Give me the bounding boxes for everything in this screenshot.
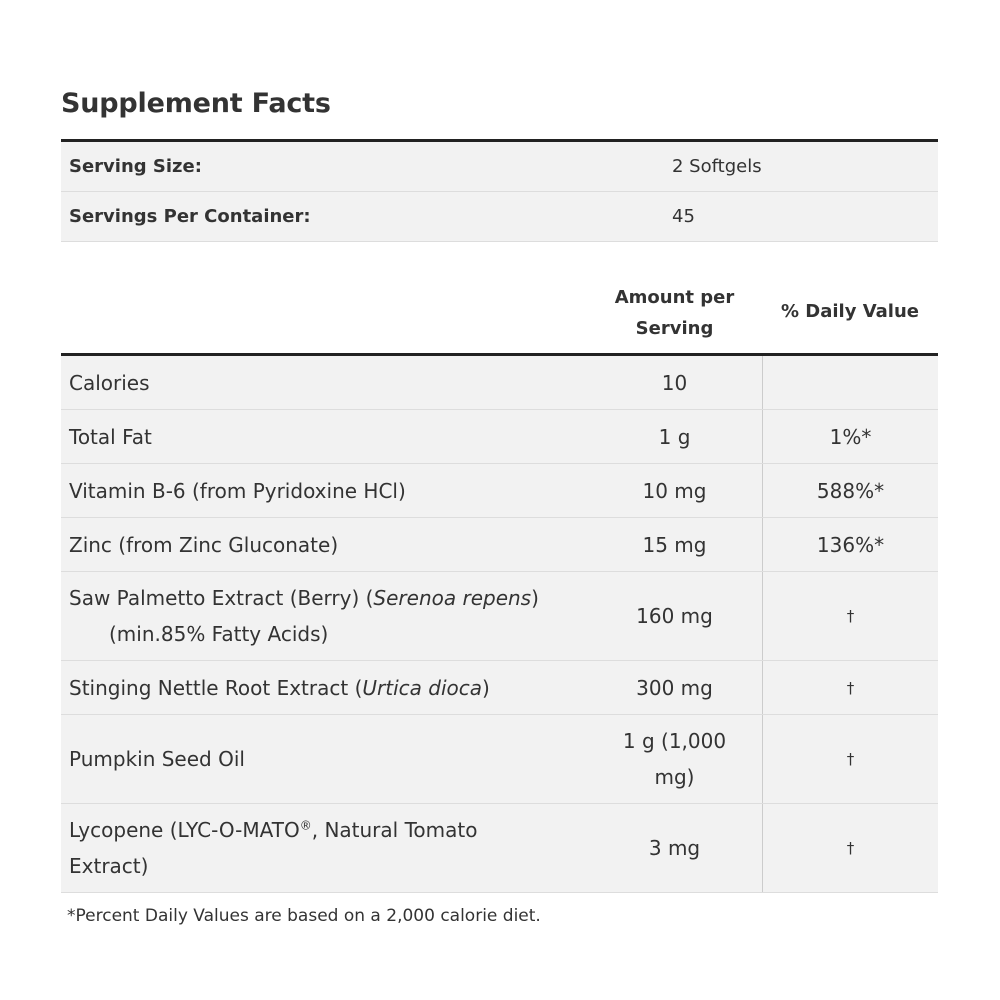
servings-per-container-row xyxy=(61,192,938,242)
nutrient-amount: 1 g xyxy=(658,424,691,449)
nutrient-daily-value xyxy=(762,356,938,409)
header-amount-line2: Serving xyxy=(635,318,714,339)
registered-mark: ® xyxy=(299,818,312,833)
table-row xyxy=(61,518,938,572)
nutrient-name xyxy=(61,572,587,660)
nutrient-daily-value: 136%* xyxy=(762,518,938,571)
nutrient-name xyxy=(61,804,587,892)
nutrient-amount: 10 xyxy=(661,370,688,395)
botanical-name: Urtica dioca xyxy=(362,675,482,700)
header-amount-line1: Amount per xyxy=(614,287,735,308)
nutrient-amount: 300 mg xyxy=(636,675,713,700)
nutrient-name: Vitamin B-6 (from Pyridoxine HCl) xyxy=(69,478,406,503)
table-row xyxy=(61,410,938,464)
nutrient-name: Total Fat xyxy=(69,424,152,449)
nutrient-daily-value: 1%* xyxy=(762,410,938,463)
nutrient-name: Zinc (from Zinc Gluconate) xyxy=(69,532,339,557)
nutrient-daily-value: 588%* xyxy=(762,464,938,517)
nutrient-amount-line2: mg) xyxy=(654,765,695,789)
nutrient-name: Stinging Nettle Root Extract ( Urtica dioca ) xyxy=(61,661,587,714)
nutrient-amount: 15 mg xyxy=(642,532,707,557)
nutrient-amount: 160 mg xyxy=(636,604,713,628)
serving-size-row xyxy=(61,142,938,192)
header-amount-column xyxy=(587,280,762,353)
table-row xyxy=(61,804,938,893)
serving-size-value: 2 Softgels xyxy=(672,156,762,177)
nutrient-name-line1: Lycopene (LYC-O-MATO®, Natural Tomato xyxy=(69,818,478,842)
table-row xyxy=(61,661,938,715)
servings-per-container-label: Servings Per Container: xyxy=(69,206,311,227)
nutrient-amount-line1: 1 g (1,000 xyxy=(622,729,727,753)
nutrient-daily-value: † xyxy=(762,661,938,714)
botanical-name: Serenoa repens xyxy=(373,586,532,610)
page-title: Supplement Facts xyxy=(61,88,331,119)
serving-info-table xyxy=(61,139,938,242)
serving-size-label: Serving Size: xyxy=(69,156,202,177)
table-row xyxy=(61,572,938,661)
table-row xyxy=(61,356,938,410)
table-row xyxy=(61,715,938,804)
table-row xyxy=(61,464,938,518)
header-daily-value-column: % Daily Value xyxy=(780,301,919,322)
nutrient-name-line2: Extract) xyxy=(69,854,149,878)
daily-value-footnote: *Percent Daily Values are based on a 2,000 calorie diet. xyxy=(67,906,541,926)
nutrient-name: Calories xyxy=(69,370,150,395)
facts-table-header xyxy=(61,280,938,356)
nutrient-amount: 10 mg xyxy=(642,478,707,503)
nutrient-name-line2: (min.85% Fatty Acids) xyxy=(109,622,329,646)
nutrient-amount: 3 mg xyxy=(648,836,701,860)
header-name-column xyxy=(61,280,587,353)
nutrient-daily-value: † xyxy=(762,572,938,660)
servings-per-container-value: 45 xyxy=(672,206,695,227)
nutrient-daily-value: † xyxy=(762,804,938,892)
nutrient-daily-value: † xyxy=(762,715,938,803)
nutrient-amount xyxy=(587,715,762,803)
nutrient-name-line1: Saw Palmetto Extract (Berry) (Serenoa repens) xyxy=(69,586,539,610)
nutrient-name: Pumpkin Seed Oil xyxy=(69,747,245,771)
facts-table-body xyxy=(61,356,938,893)
